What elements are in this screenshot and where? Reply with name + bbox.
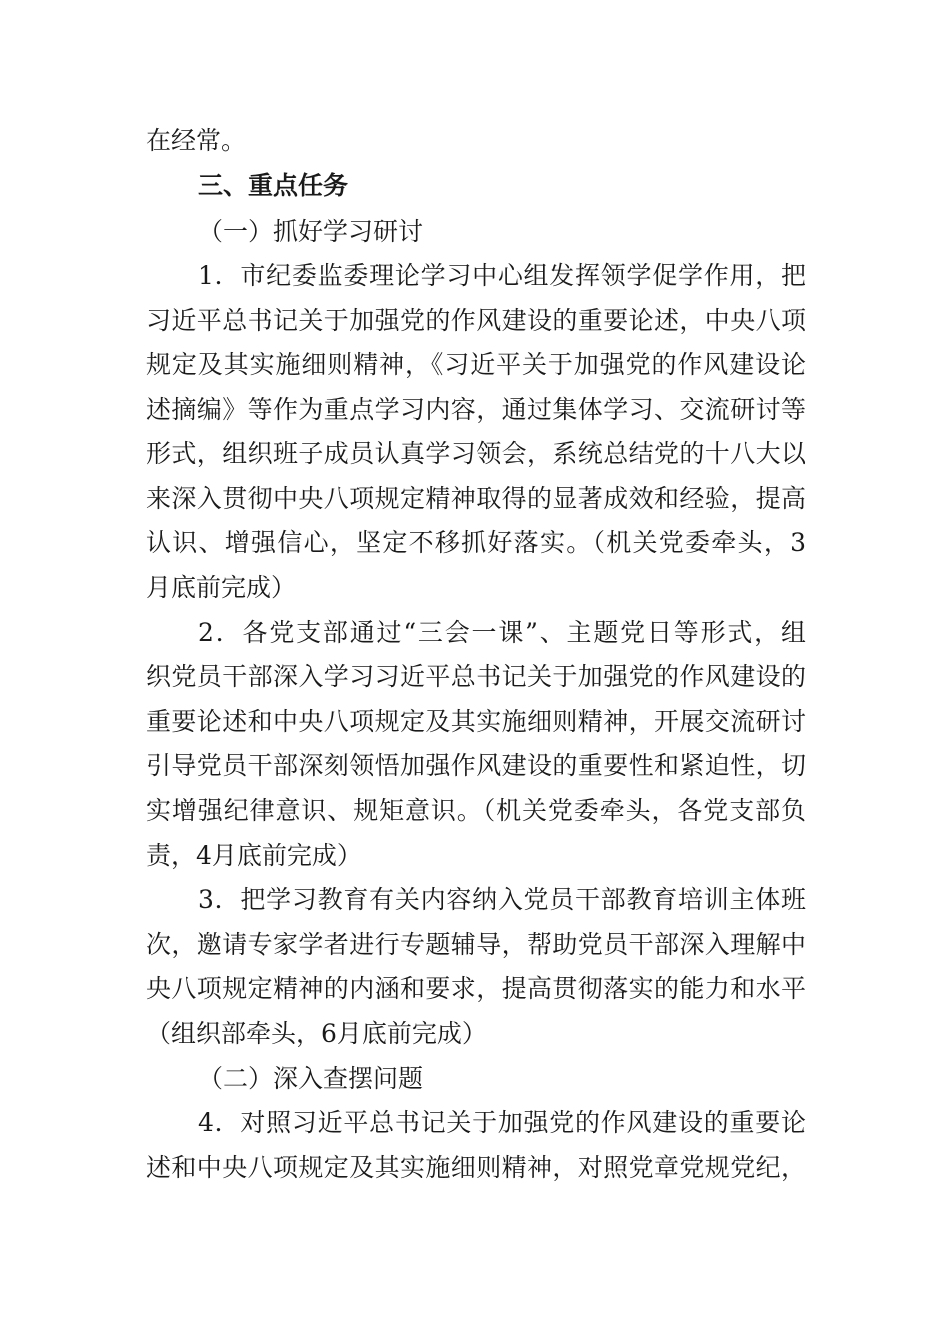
subsection-heading-2: （二）深入查摆问题 [198,1064,424,1093]
paragraph-3-line-2: 次，邀请专家学者进行专题辅导，帮助党员干部深入理解中 [146,930,806,959]
paragraph-4-line-2: 述和中央八项规定及其实施细则精神，对照党章党规党纪， [146,1153,806,1182]
paragraph-2-line-6: 责，4月底前完成） [146,841,362,870]
paragraph-2-line-3: 重要论述和中央八项规定及其实施细则精神，开展交流研讨 [146,707,806,736]
paragraph-2-line-2: 织党员干部深入学习习近平总书记关于加强党的作风建设的 [146,662,806,691]
text-line-1: 在经常。 [146,126,247,155]
paragraph-1-line-4: 述摘编》等作为重点学习内容，通过集体学习、交流研讨等 [146,395,806,424]
paragraph-2-line-1: 2．各党支部通过“三会一课”、主题党日等形式，组 [198,618,806,647]
paragraph-1-line-5: 形式，组织班子成员认真学习领会，系统总结党的十八大以 [146,439,806,468]
paragraph-1-line-6: 来深入贯彻中央八项规定精神取得的显著成效和经验，提高 [146,484,806,513]
paragraph-1-line-2: 习近平总书记关于加强党的作风建设的重要论述，中央八项 [146,306,806,335]
paragraph-2-line-4: 引导党员干部深刻领悟加强作风建设的重要性和紧迫性，切 [146,751,806,780]
paragraph-3-line-1: 3．把学习教育有关内容纳入党员干部教育培训主体班 [198,885,806,914]
paragraph-3-line-3: 央八项规定精神的内涵和要求，提高贯彻落实的能力和水平 [146,974,806,1003]
subsection-heading-1: （一）抓好学习研讨 [198,217,424,246]
paragraph-3-line-4: （组织部牵头，6月底前完成） [146,1019,487,1048]
paragraph-1-line-1: 1．市纪委监委理论学习中心组发挥领学促学作用，把 [198,261,806,290]
paragraph-2-line-5: 实增强纪律意识、规矩意识。（机关党委牵头，各党支部负 [146,796,806,825]
paragraph-1-line-8: 月底前完成） [146,573,297,602]
section-heading-3: 三、重点任务 [198,171,349,200]
paragraph-1-line-7: 认识、增强信心，坚定不移抓好落实。（机关党委牵头，3 [146,528,806,557]
paragraph-4-line-1: 4．对照习近平总书记关于加强党的作风建设的重要论 [198,1108,806,1137]
paragraph-1-line-3: 规定及其实施细则精神，《习近平关于加强党的作风建设论 [146,350,806,379]
